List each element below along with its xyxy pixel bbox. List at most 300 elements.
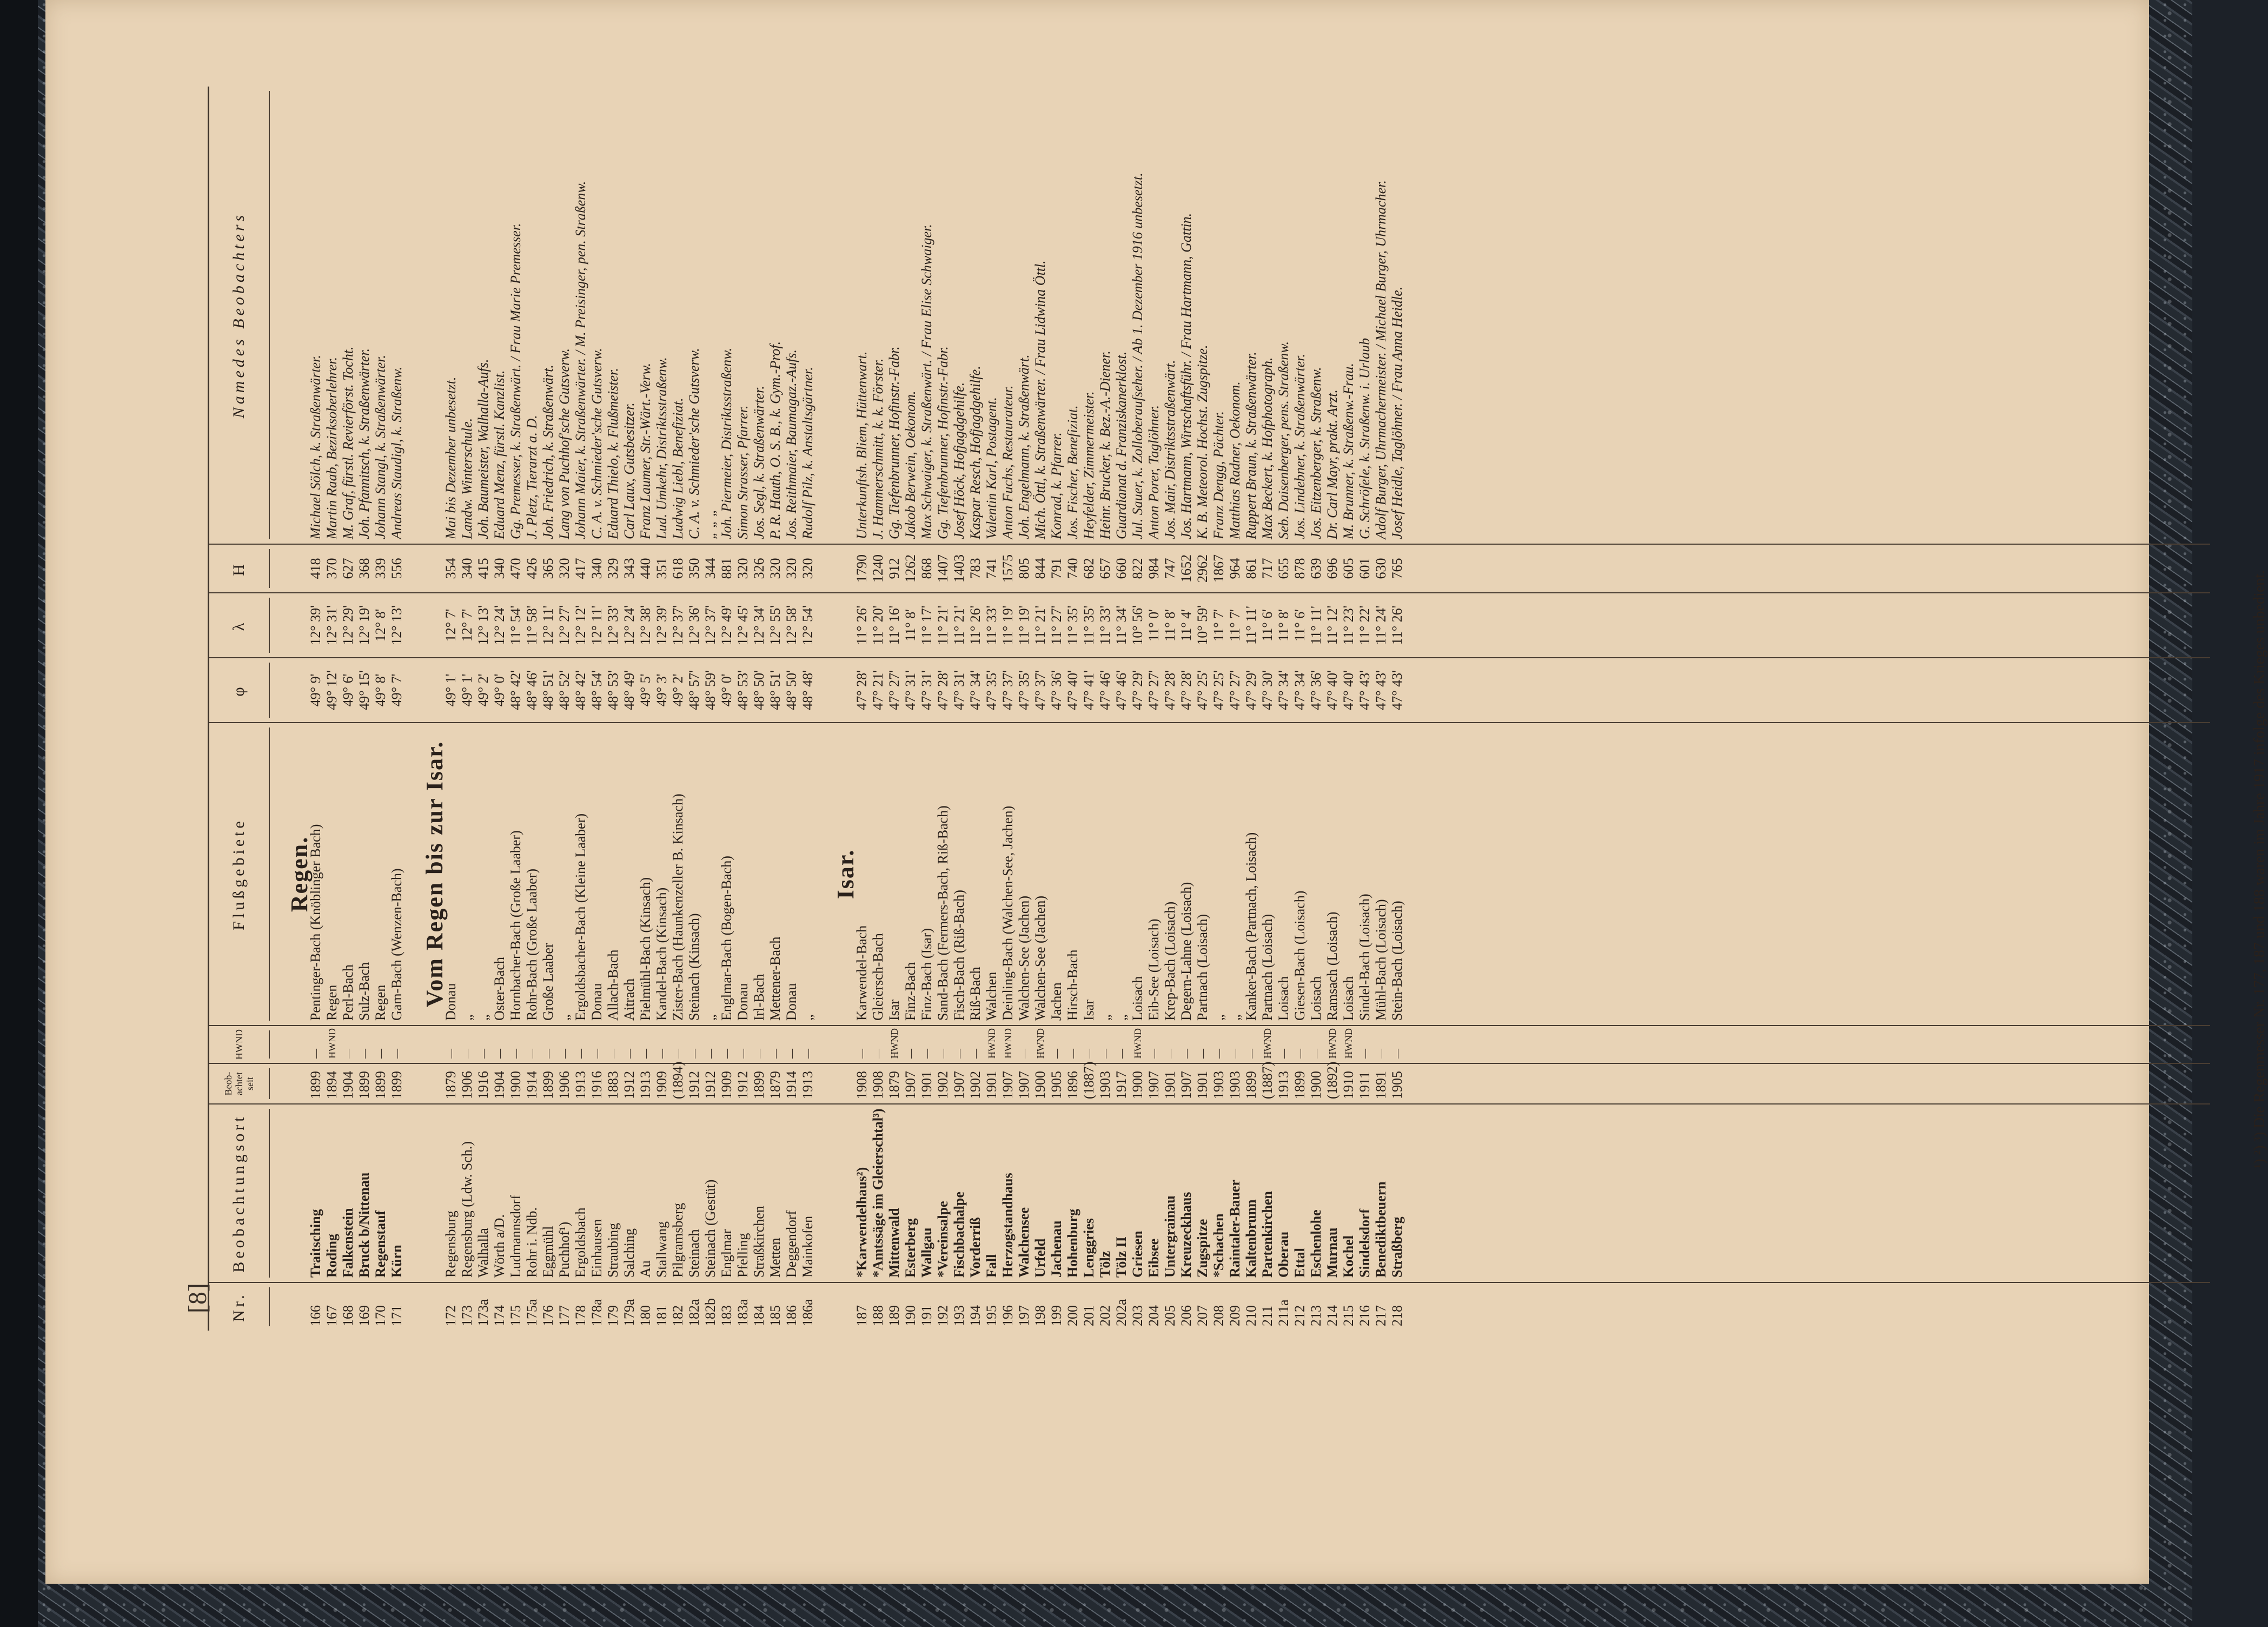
cell-nr: 183a	[735, 1299, 751, 1326]
cell-name: Valentin Karl, Postagent.	[984, 397, 999, 539]
cell-hwnd: HWND	[1003, 1028, 1013, 1059]
cell-fluss: Donau	[784, 983, 799, 1021]
cell-hwnd: HWND	[327, 1028, 337, 1059]
cell-name: Guardianat d. Franziskanerklost.	[1113, 351, 1129, 539]
cell-nr: 211	[1259, 1305, 1275, 1326]
cell-name: Anton Fuchs, Restaurateur.	[1000, 385, 1016, 539]
cell-hwnd: —	[592, 1049, 602, 1059]
cell-hwnd: —	[786, 1049, 797, 1059]
cell-lambda: 11° 12'	[1324, 605, 1340, 645]
cell-lambda: 11° 33'	[984, 605, 999, 645]
cell-ort: Eschenlohe	[1308, 1209, 1324, 1278]
cell-h: 470	[508, 558, 523, 579]
cell-fluss: Stein-Bach (Loisach)	[1389, 901, 1405, 1021]
cell-phi: 47° 41'	[1081, 670, 1097, 710]
cell-h: 340	[589, 558, 605, 579]
cell-nr: 179	[605, 1305, 621, 1326]
cell-nr: 198	[1032, 1305, 1048, 1326]
cell-h: 805	[1016, 558, 1032, 579]
cell-seit: 1901	[984, 1071, 999, 1099]
section-spacer	[405, 663, 443, 718]
cell-nr: 186a	[800, 1299, 815, 1326]
cell-ort: Fischbachalpe	[951, 1192, 967, 1278]
cell-h: 1240	[870, 554, 886, 583]
section-spacer	[816, 1068, 854, 1099]
cell-fluss: Hornbacher-Bach (Große Laaber)	[508, 830, 523, 1021]
header-seit: Beob-achtet seit	[209, 1068, 270, 1099]
cell-phi: 47° 46'	[1113, 670, 1129, 710]
cell-h: 822	[1130, 558, 1145, 579]
cell-hwnd: —	[575, 1049, 586, 1059]
cell-lambda: 10° 59'	[1195, 605, 1210, 645]
section-spacer	[405, 1109, 443, 1278]
cell-fluss: Ergoldsbacher-Bach (Kleine Laaber)	[573, 813, 588, 1021]
cell-lambda: 12° 27'	[556, 605, 572, 645]
cell-nr: 169	[356, 1305, 372, 1326]
cell-lambda: 11° 58'	[524, 605, 540, 645]
cell-h: 440	[638, 558, 653, 579]
cell-lambda: 12° 11'	[589, 605, 605, 645]
cell-h: 1403	[951, 554, 967, 583]
cell-name: Lang von Puchhof'sche Gutsverw.	[556, 348, 572, 539]
cell-h: 696	[1324, 558, 1340, 579]
cell-seit: 1901	[1162, 1071, 1178, 1099]
cell-lambda: 11° 21'	[1032, 605, 1048, 645]
cell-nr: 204	[1146, 1305, 1162, 1326]
cell-nr: 201	[1081, 1305, 1097, 1326]
cell-seit: 1907	[1146, 1071, 1162, 1099]
cell-lambda: 12° 55'	[767, 605, 783, 645]
cell-fluss: Eib-See (Loisach)	[1146, 918, 1162, 1021]
cell-fluss: Zister-Bach (Haunkenzeller B. Kinsach)	[670, 793, 686, 1021]
cell-ort: Bruck b/Nittenau	[356, 1172, 372, 1278]
cell-phi: 48° 49'	[621, 670, 637, 710]
cell-nr: 200	[1065, 1305, 1080, 1326]
cell-phi: 47° 28'	[935, 670, 951, 710]
cell-nr: 187	[854, 1305, 870, 1326]
cell-h: 340	[492, 558, 507, 579]
cell-lambda: 12° 7'	[459, 609, 475, 642]
cell-lambda: 11° 19'	[1016, 605, 1032, 645]
header-phi: φ	[209, 663, 270, 718]
cell-fluss: „	[475, 1014, 491, 1021]
cell-nr: 202a	[1113, 1299, 1129, 1326]
cell-hwnd: —	[1165, 1049, 1176, 1059]
cell-lambda: 11° 4'	[1178, 609, 1194, 641]
cell-seit: 1883	[605, 1071, 621, 1099]
cell-lambda: 11° 8'	[1162, 609, 1178, 641]
cell-fluss: Krep-Bach (Loisach)	[1162, 901, 1178, 1021]
cell-h: 912	[886, 558, 902, 579]
cell-name: Jos. Segl, k. Straßenwärter.	[751, 386, 767, 539]
cell-ort: Partenkirchen	[1259, 1191, 1275, 1278]
cell-ort: Ettal	[1292, 1248, 1308, 1278]
cell-h: 365	[540, 558, 556, 579]
cell-h: 740	[1065, 558, 1080, 579]
cell-nr: 183	[719, 1305, 734, 1326]
cell-seit: 1902	[967, 1071, 983, 1099]
cell-fluss: Jachen	[1049, 982, 1064, 1021]
cell-h: 2962	[1195, 554, 1210, 583]
cell-hwnd: —	[1197, 1049, 1208, 1059]
cell-hwnd: —	[938, 1049, 949, 1059]
cell-h: 639	[1308, 558, 1324, 579]
cell-seit: 1913	[638, 1071, 653, 1099]
cell-nr: 217	[1373, 1305, 1389, 1326]
cell-fluss: „	[459, 1014, 475, 1021]
cell-phi: 47° 29'	[1243, 670, 1259, 710]
cell-name: Joh. Friedrich, k. Straßenwärt.	[540, 365, 556, 539]
cell-fluss: „	[1227, 1014, 1243, 1021]
cell-nr: 196	[1000, 1305, 1016, 1326]
cell-hwnd: —	[343, 1049, 354, 1059]
cell-ort: Jachenau	[1049, 1220, 1064, 1278]
cell-h: 370	[324, 558, 340, 579]
cell-seit: 1891	[1373, 1071, 1389, 1099]
cell-lambda: 11° 8'	[1276, 609, 1291, 641]
cell-fluss: Ramsach (Loisach)	[1324, 911, 1340, 1021]
cell-ort: Rohr i. Ndb.	[524, 1207, 540, 1278]
cell-fluss: Loisach	[1341, 976, 1356, 1021]
cell-hwnd: —	[1376, 1049, 1387, 1059]
cell-nr: 175a	[524, 1299, 540, 1326]
cell-seit: 1910	[1341, 1071, 1356, 1099]
cell-nr: 216	[1357, 1305, 1372, 1326]
cell-fluss: Donau	[443, 983, 459, 1021]
cell-h: 1652	[1178, 554, 1194, 583]
cell-name: M. Brunner, k. Straßenw.-Frau.	[1341, 363, 1356, 539]
col-phi	[209, 657, 2210, 722]
cell-phi: 49° 9'	[308, 673, 323, 707]
cell-ort: Fall	[984, 1254, 999, 1278]
cell-hwnd: HWND	[1035, 1028, 1046, 1059]
page-number: [8]	[183, 1283, 212, 1313]
cell-hwnd: —	[1213, 1049, 1224, 1059]
cell-nr: 210	[1243, 1305, 1259, 1326]
cell-phi: 47° 27'	[1146, 670, 1162, 710]
cell-nr: 193	[951, 1305, 967, 1326]
cell-h: 717	[1259, 558, 1275, 579]
header-nr: Nr.	[209, 1287, 270, 1326]
cell-ort: Steinach	[686, 1229, 702, 1278]
cell-name: Heyfelder, Zimmermeister.	[1081, 391, 1097, 539]
cell-seit: 1904	[492, 1071, 507, 1099]
cell-ort: Puchhof¹)	[556, 1221, 572, 1278]
cell-h: 618	[670, 558, 686, 579]
cell-ort: Lenggries	[1081, 1218, 1097, 1278]
cell-name: Lud. Umkehr, Distriktsstraßenw.	[654, 357, 669, 539]
cell-fluss: Isar	[1081, 1000, 1097, 1021]
cell-ort: Oberau	[1276, 1231, 1291, 1278]
cell-h: 605	[1341, 558, 1356, 579]
cell-seit: 1917	[1113, 1071, 1129, 1099]
cell-hwnd: —	[905, 1049, 916, 1059]
cell-phi: 47° 28'	[854, 670, 870, 710]
cell-lambda: 11° 35'	[1065, 605, 1080, 645]
cell-seit: 1900	[1308, 1071, 1324, 1099]
cell-fluss: Deinling-Bach (Walchen-See, Jachen)	[1000, 805, 1016, 1021]
cell-name: P. R. Hauth, O. S. B., k. Gym.-Prof.	[767, 341, 783, 539]
cell-h: 556	[389, 558, 404, 579]
cell-h: 682	[1081, 558, 1097, 579]
cell-ort: Regensburg	[443, 1211, 459, 1278]
cell-hwnd: —	[1181, 1049, 1192, 1059]
cell-lambda: 11° 33'	[1097, 605, 1113, 645]
cell-h: 326	[751, 558, 767, 579]
cell-lambda: 11° 17'	[919, 605, 934, 645]
cell-h: 368	[356, 558, 372, 579]
cell-ort: Steinach (Gestüt)	[702, 1179, 718, 1278]
section-spacer	[270, 91, 308, 539]
cell-lambda: 11° 34'	[1113, 605, 1129, 645]
cell-name: Landw. Winterschule.	[459, 418, 475, 539]
cell-name: Max Beckert, k. Hofphotograph.	[1259, 357, 1275, 539]
cell-name: Joh. Piermeier, Distriktsstraßenw.	[719, 347, 734, 539]
cell-hwnd: —	[705, 1049, 716, 1059]
col-lambda	[209, 592, 2210, 657]
cell-name: Mai bis Dezember unbesetzt.	[443, 376, 459, 539]
section-spacer	[405, 91, 443, 539]
cell-lambda: 12° 19'	[356, 605, 372, 645]
cell-lambda: 12° 13'	[389, 605, 404, 645]
cell-phi: 47° 40'	[1341, 670, 1356, 710]
cell-seit: 1903	[1097, 1071, 1113, 1099]
cell-nr: 211a	[1276, 1299, 1291, 1326]
cell-seit: 1902	[935, 1071, 951, 1099]
cell-nr: 167	[324, 1305, 340, 1326]
cell-name: Joh. Engelmann, k. Straßenwärt.	[1016, 354, 1032, 539]
cell-fluss: Rohr-Bach (Große Laaber)	[524, 868, 540, 1021]
cell-phi: 48° 50'	[784, 670, 799, 710]
cell-nr: 209	[1227, 1305, 1243, 1326]
cell-h: 964	[1227, 558, 1243, 579]
cell-seit: 1899	[1243, 1071, 1259, 1099]
cell-phi: 49° 2'	[475, 673, 491, 707]
cell-nr: 202	[1097, 1305, 1113, 1326]
cell-ort: Mittenwald	[886, 1208, 902, 1278]
cell-hwnd: —	[1246, 1049, 1257, 1059]
cell-h: 1790	[854, 554, 870, 583]
cell-seit: 1901	[1195, 1071, 1210, 1099]
cell-nr: 180	[638, 1305, 653, 1326]
cell-hwnd: —	[478, 1049, 489, 1059]
cell-fluss: Karwendel-Bach	[854, 925, 870, 1021]
section-spacer	[270, 663, 308, 718]
section-spacer	[405, 549, 443, 588]
cell-phi: 47° 43'	[1373, 670, 1389, 710]
cell-name: Unterkunftsh. Bliem, Hüttenwart.	[854, 351, 870, 539]
cell-nr: 178a	[589, 1299, 605, 1326]
cell-name: Josef Höck, Hofjagdgehilfe.	[951, 382, 967, 539]
cell-h: 627	[340, 558, 356, 579]
section-spacer	[405, 598, 443, 653]
cell-fluss: „	[702, 1014, 718, 1021]
cell-name: K. B. Meteorol. Hochst. Zugspitze.	[1195, 345, 1210, 539]
cell-seit: 1899	[308, 1071, 323, 1099]
cell-name: Gg. Tiefenbrunner, Hofinstr.-Fabr.	[935, 346, 951, 539]
cell-hwnd: HWND	[1343, 1028, 1354, 1059]
cell-name: C. A. v. Schmieder'sche Gutsverw.	[589, 348, 605, 539]
cell-ort: Au	[638, 1260, 653, 1278]
observation-table	[208, 87, 2210, 1331]
cell-hwnd: —	[1149, 1049, 1159, 1059]
cell-fluss: Irl-Bach	[751, 974, 767, 1021]
cell-nr: 194	[967, 1305, 983, 1326]
cell-phi: 48° 52'	[556, 670, 572, 710]
section-spacer	[270, 1109, 308, 1278]
cell-hwnd: HWND	[1262, 1028, 1273, 1059]
cell-hwnd: —	[803, 1049, 813, 1059]
col-h	[209, 544, 2210, 592]
cell-nr: 206	[1178, 1305, 1194, 1326]
cell-seit: 1879	[886, 1071, 902, 1099]
cell-name: Jos. Hartmann, Wirtschaftsführ. / Frau Hartmann, Gattin.	[1178, 213, 1194, 539]
cell-h: 320	[767, 558, 783, 579]
cell-fluss: Donau	[589, 983, 605, 1021]
cell-phi: 47° 35'	[984, 670, 999, 710]
cell-lambda: 12° 38'	[638, 605, 653, 645]
col-nr	[209, 1282, 2210, 1331]
cell-hwnd: —	[446, 1049, 456, 1059]
cell-seit: 1904	[340, 1071, 356, 1099]
cell-phi: 47° 37'	[1032, 670, 1048, 710]
cell-nr: 179a	[621, 1299, 637, 1326]
cell-lambda: 12° 24'	[492, 605, 507, 645]
cell-fluss: Loisach	[1130, 976, 1145, 1021]
section-spacer	[270, 549, 308, 588]
cell-fluss: Walchen-See (Jachen)	[1032, 895, 1048, 1021]
cell-phi: 47° 25'	[1195, 670, 1210, 710]
cell-hwnd: HWND	[889, 1028, 900, 1059]
cell-lambda: 10° 56'	[1130, 605, 1145, 645]
cell-seit: 1899	[373, 1071, 388, 1099]
cell-hwnd: —	[689, 1049, 700, 1059]
cell-nr: 182b	[702, 1298, 718, 1326]
cell-fluss: „	[1097, 1014, 1113, 1021]
cell-hwnd: —	[1019, 1049, 1030, 1059]
cell-fluss: „	[800, 1014, 815, 1021]
cell-hwnd: —	[1116, 1049, 1127, 1059]
cell-nr: 186	[784, 1305, 799, 1326]
cell-name: Andreas Staudigl, k. Straßenw.	[389, 366, 404, 539]
cell-hwnd: —	[1311, 1049, 1322, 1059]
cell-fluss: Oster-Bach	[492, 957, 507, 1021]
cell-fluss: Donau	[735, 983, 751, 1021]
cell-lambda: 11° 7'	[1211, 609, 1226, 641]
cell-hwnd: —	[462, 1049, 473, 1059]
cell-lambda: 11° 22'	[1357, 605, 1372, 645]
cell-phi: 49° 12'	[324, 670, 340, 710]
cell-phi: 49° 7'	[389, 673, 404, 707]
cell-seit: 1916	[475, 1071, 491, 1099]
cell-h: 861	[1243, 558, 1259, 579]
cell-ort: Einhausen	[589, 1219, 605, 1278]
cell-lambda: 11° 0'	[1146, 609, 1162, 641]
cell-hwnd: —	[1067, 1049, 1078, 1059]
cell-seit: 1916	[589, 1071, 605, 1099]
cell-ort: Mainkofen	[800, 1215, 815, 1278]
header-name: Namedes Beobachters	[209, 91, 270, 539]
cell-h: 868	[919, 558, 934, 579]
cell-phi: 48° 54'	[589, 670, 605, 710]
cell-h: 1262	[903, 554, 918, 583]
cell-name: Eduard Menz, fürstl. Kanzlist.	[492, 370, 507, 539]
cell-hwnd: —	[954, 1049, 965, 1059]
cell-h: 984	[1146, 558, 1162, 579]
section-spacer	[816, 1030, 854, 1059]
cell-seit: 1905	[1389, 1071, 1405, 1099]
cell-nr: 181	[654, 1305, 669, 1326]
cell-ort: Kochel	[1341, 1235, 1356, 1278]
cell-ort: Vorderriß	[967, 1217, 983, 1278]
cell-name: Martin Raab, Bezirksoberlehrer.	[324, 357, 340, 539]
cell-ort: Benediktbeuern	[1373, 1181, 1389, 1278]
cell-h: 1867	[1211, 554, 1226, 583]
cell-nr: 170	[373, 1305, 388, 1326]
section-title: Regen.	[286, 836, 313, 912]
cell-nr: 208	[1211, 1305, 1226, 1326]
cell-fluss: Mettener-Bach	[767, 936, 783, 1021]
cell-name: J. Hammerschmitt, k. k. Förster.	[870, 358, 886, 539]
cell-name: Joh. Pfannitsch, k. Straßenwärter.	[356, 348, 372, 539]
cell-hwnd: —	[770, 1049, 781, 1059]
cell-h: 747	[1162, 558, 1178, 579]
cell-lambda: 12° 7'	[443, 609, 459, 642]
header-h: H	[209, 549, 270, 588]
cell-fluss: Englmar-Bach (Bogen-Bach)	[719, 856, 734, 1021]
cell-fluss: Sindel-Bach (Loisach)	[1357, 894, 1372, 1021]
cell-phi: 47° 31'	[951, 670, 967, 710]
cell-hwnd: —	[1360, 1049, 1370, 1059]
cell-seit: 1914	[784, 1071, 799, 1099]
cell-phi: 47° 36'	[1308, 670, 1324, 710]
section-spacer	[405, 1287, 443, 1326]
cell-phi: 47° 34'	[967, 670, 983, 710]
section-spacer	[405, 1030, 443, 1059]
cell-phi: 49° 5'	[638, 673, 653, 707]
cell-fluss: Große Laaber	[540, 943, 556, 1021]
cell-seit: 1896	[1065, 1071, 1080, 1099]
cell-phi: 49° 1'	[443, 673, 459, 707]
cell-seit: 1909	[654, 1071, 669, 1099]
cell-fluss: Walchen	[984, 971, 999, 1021]
cell-lambda: 11° 20'	[870, 605, 886, 645]
cell-nr: 172	[443, 1305, 459, 1326]
cell-fluss: Loisach	[1308, 976, 1324, 1021]
cell-seit: 1912	[686, 1071, 702, 1099]
cell-h: 1407	[935, 554, 951, 583]
cell-phi: 49° 8'	[373, 673, 388, 707]
cell-lambda: 11° 21'	[951, 605, 967, 645]
cell-nr: 213	[1308, 1305, 1324, 1326]
document-page	[45, 0, 2268, 1584]
cell-lambda: 11° 27'	[1049, 605, 1064, 645]
cell-name: Adolf Burger, Uhrmachermeister. / Michael Burger, Uhrmacher.	[1373, 180, 1389, 539]
cell-phi: 49° 2'	[670, 673, 686, 707]
cell-h: 417	[573, 558, 588, 579]
cell-name: Johann Stangl, k. Straßenwärter.	[373, 355, 388, 539]
cell-hwnd: —	[624, 1049, 635, 1059]
section-spacer	[270, 1030, 308, 1059]
cell-seit: 1899	[1292, 1071, 1308, 1099]
cell-ort: Kreuzeckhaus	[1178, 1192, 1194, 1278]
cell-ort: Pfelling	[735, 1233, 751, 1278]
cell-ort: Kürn	[389, 1245, 404, 1278]
cell-phi: 47° 28'	[1178, 670, 1194, 710]
cell-name: Matthias Radner, Oekonom.	[1227, 381, 1243, 539]
cell-lambda: 12° 24'	[621, 605, 637, 645]
cell-fluss: Finz-Bach	[903, 962, 918, 1021]
